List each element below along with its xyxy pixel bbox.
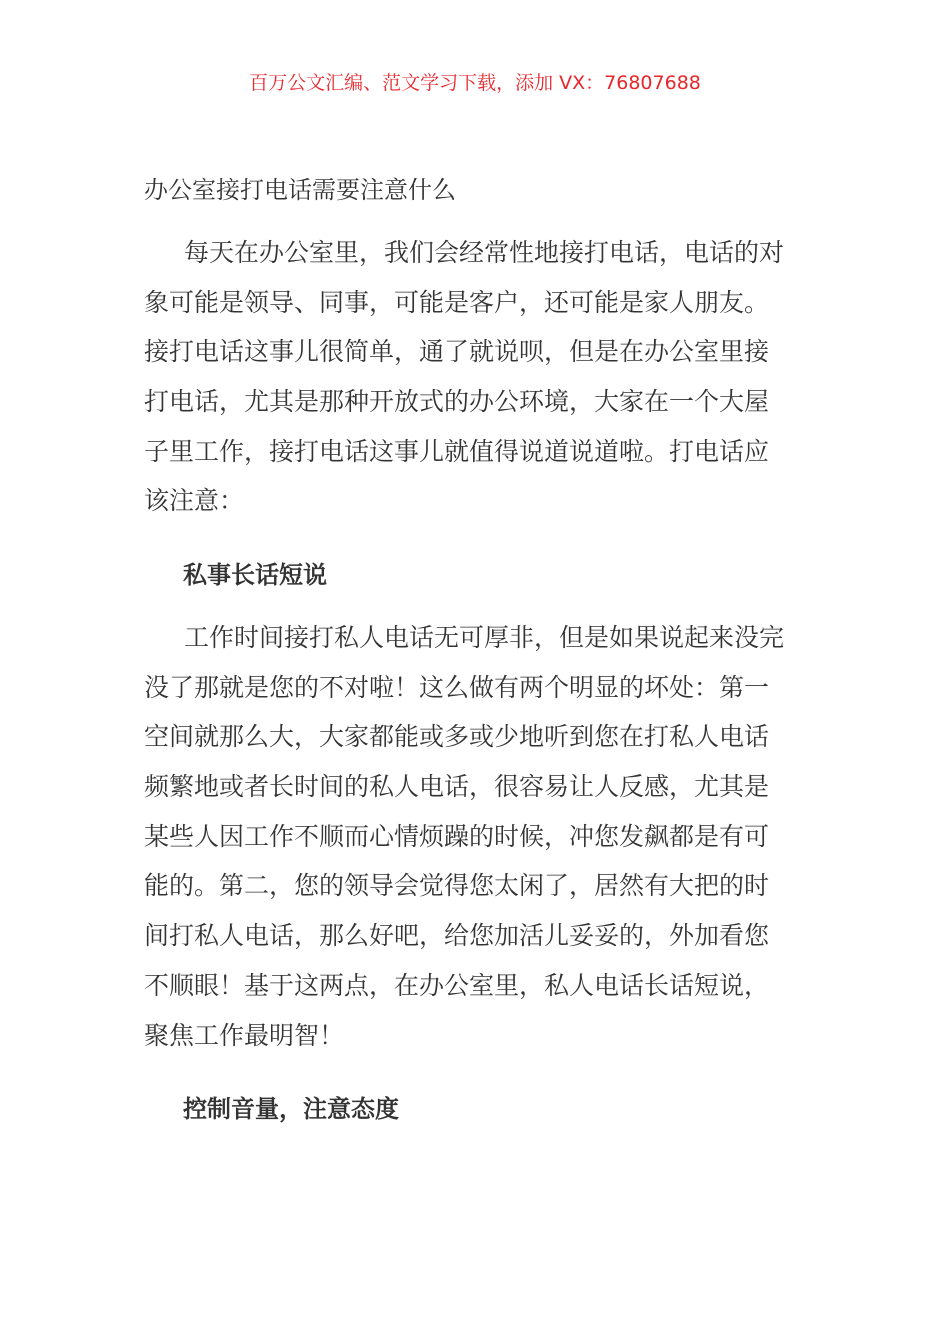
paragraph-line: 空间就那么大，大家都能或多或少地听到您在打私人电话 [144,722,770,752]
paragraph-line: 工作时间接打私人电话无可厚非，但是如果说起来没完 [184,623,785,652]
paragraph-line: 聚焦工作最明智！ [144,1020,345,1050]
paragraph-line: 该注意： [144,486,245,516]
paragraph-line: 打电话，尤其是那种开放式的办公环境，大家在一个大屋 [144,387,770,417]
paragraph-line: 每天在办公室里，我们会经常性地接打电话，电话的对 [184,238,785,267]
section-heading-private-calls: 私事长话短说 [183,561,327,589]
paragraph-line: 能的。第二，您的领导会觉得您太闲了，居然有大把的时 [144,871,770,901]
paragraph-line: 子里工作，接打电话这事儿就值得说道说道啦。打电话应 [144,436,770,466]
paragraph-line: 某些人因工作不顺而心情烦躁的时候，冲您发飙都是有可 [144,821,770,851]
paragraph-line: 象可能是领导、同事，可能是客户，还可能是家人朋友。 [144,287,770,317]
watermark-header: 百万公文汇编、范文学习下载，添加 VX：76807688 [249,72,701,94]
paragraph-line: 频繁地或者长时间的私人电话，很容易让人反感，尤其是 [144,772,770,802]
paragraph-line: 间打私人电话，那么好吧，给您加活儿妥妥的，外加看您 [144,921,770,951]
paragraph-line: 没了那就是您的不对啦！这么做有两个明显的坏处：第一 [144,672,770,702]
paragraph-line: 接打电话这事儿很简单，通了就说呗，但是在办公室里接 [144,337,770,367]
document-title: 办公室接打电话需要注意什么 [144,176,456,204]
paragraph-line: 不顺眼！基于这两点，在办公室里，私人电话长话短说， [144,970,770,1000]
paragraph-private-calls [144,623,814,1070]
paragraph-intro [144,238,814,536]
section-heading-volume: 控制音量，注意态度 [183,1095,399,1123]
